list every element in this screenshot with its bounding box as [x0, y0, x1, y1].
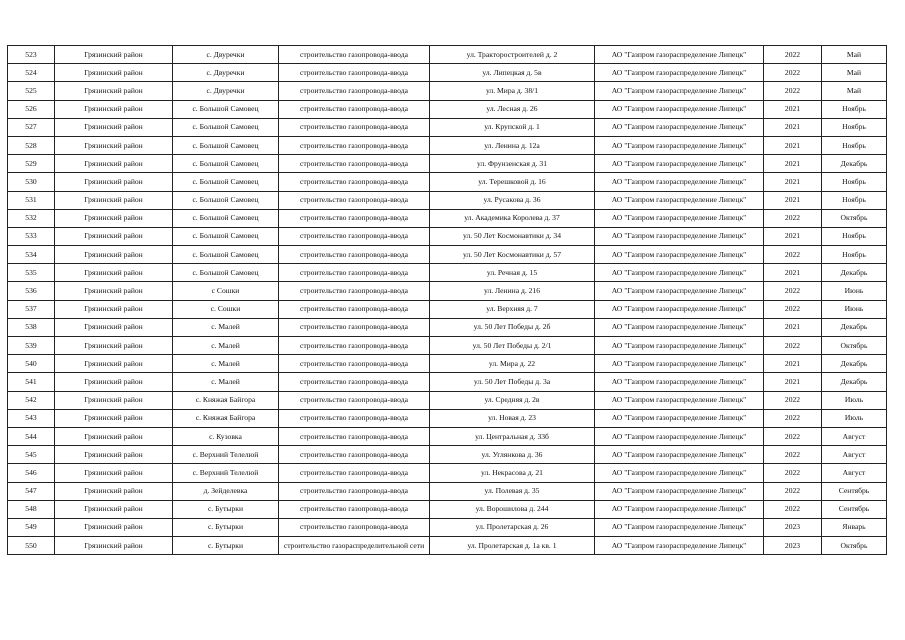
work-type-cell: строительство газопровода-ввода — [279, 373, 430, 391]
row-number-cell: 547 — [8, 482, 55, 500]
month-cell: Октябрь — [822, 537, 887, 555]
contractor-cell: АО "Газпром газораспределение Липецк" — [595, 191, 764, 209]
row-number-cell: 523 — [8, 46, 55, 64]
row-number-cell: 548 — [8, 500, 55, 518]
settlement-cell: с. Малей — [173, 355, 279, 373]
contractor-cell: АО "Газпром газораспределение Липецк" — [595, 427, 764, 445]
settlement-cell: с. Кузовка — [173, 427, 279, 445]
year-cell: 2022 — [764, 464, 822, 482]
district-cell: Грязинский район — [55, 518, 173, 536]
table-row — [8, 409, 887, 427]
address-cell: ул. Ленина д. 216 — [430, 282, 595, 300]
contractor-cell: АО "Газпром газораспределение Липецк" — [595, 136, 764, 154]
contractor-cell: АО "Газпром газораспределение Липецк" — [595, 246, 764, 264]
row-number-cell: 532 — [8, 209, 55, 227]
year-cell: 2022 — [764, 409, 822, 427]
district-cell: Грязинский район — [55, 282, 173, 300]
table-row — [8, 373, 887, 391]
table-row — [8, 537, 887, 555]
contractor-cell: АО "Газпром газораспределение Липецк" — [595, 300, 764, 318]
work-type-cell: строительство газопровода-ввода — [279, 391, 430, 409]
contractor-cell: АО "Газпром газораспределение Липецк" — [595, 446, 764, 464]
district-cell: Грязинский район — [55, 318, 173, 336]
table-row — [8, 100, 887, 118]
month-cell: Октябрь — [822, 209, 887, 227]
address-cell: ул. Ворошилова д. 244 — [430, 500, 595, 518]
table-row — [8, 209, 887, 227]
month-cell: Ноябрь — [822, 246, 887, 264]
row-number-cell: 545 — [8, 446, 55, 464]
contractor-cell: АО "Газпром газораспределение Липецк" — [595, 46, 764, 64]
work-type-cell: строительство газопровода-ввода — [279, 118, 430, 136]
settlement-cell: с. Малей — [173, 373, 279, 391]
work-type-cell: строительство газопровода-ввода — [279, 464, 430, 482]
contractor-cell: АО "Газпром газораспределение Липецк" — [595, 118, 764, 136]
settlement-cell: с. Большой Самовец — [173, 136, 279, 154]
settlement-cell: с. Большой Самовец — [173, 264, 279, 282]
work-type-cell: строительство газопровода-ввода — [279, 482, 430, 500]
settlement-cell: с. Большой Самовец — [173, 155, 279, 173]
contractor-cell: АО "Газпром газораспределение Липецк" — [595, 318, 764, 336]
table-row — [8, 227, 887, 245]
work-type-cell: строительство газопровода-ввода — [279, 136, 430, 154]
contractor-cell: АО "Газпром газораспределение Липецк" — [595, 264, 764, 282]
table-row — [8, 337, 887, 355]
table-row — [8, 118, 887, 136]
work-type-cell: строительство газопровода-ввода — [279, 300, 430, 318]
row-number-cell: 530 — [8, 173, 55, 191]
month-cell: Ноябрь — [822, 173, 887, 191]
year-cell: 2021 — [764, 264, 822, 282]
table-row — [8, 355, 887, 373]
work-type-cell: строительство газопровода-ввода — [279, 100, 430, 118]
month-cell: Сентябрь — [822, 482, 887, 500]
table-row — [8, 518, 887, 536]
district-cell: Грязинский район — [55, 409, 173, 427]
settlement-cell: с. Большой Самовец — [173, 191, 279, 209]
table-row — [8, 64, 887, 82]
district-cell: Грязинский район — [55, 64, 173, 82]
settlement-cell: с. Большой Самовец — [173, 100, 279, 118]
address-cell: ул. Полевая д. 35 — [430, 482, 595, 500]
table-row — [8, 173, 887, 191]
month-cell: Декабрь — [822, 373, 887, 391]
contractor-cell: АО "Газпром газораспределение Липецк" — [595, 409, 764, 427]
table-row — [8, 318, 887, 336]
address-cell: ул. Ленина д. 12а — [430, 136, 595, 154]
settlement-cell: с. Княжая Байгора — [173, 391, 279, 409]
address-cell: ул. Центральная д. 33б — [430, 427, 595, 445]
settlement-cell: с. Сошки — [173, 300, 279, 318]
year-cell: 2022 — [764, 246, 822, 264]
settlement-cell: с. Малей — [173, 318, 279, 336]
contractor-cell: АО "Газпром газораспределение Липецк" — [595, 373, 764, 391]
year-cell: 2022 — [764, 46, 822, 64]
table-row — [8, 82, 887, 100]
month-cell: Ноябрь — [822, 191, 887, 209]
settlement-cell: с. Малей — [173, 337, 279, 355]
address-cell: ул. Липецкая д. 5в — [430, 64, 595, 82]
work-type-cell: строительство газопровода-ввода — [279, 82, 430, 100]
year-cell: 2021 — [764, 155, 822, 173]
year-cell: 2021 — [764, 191, 822, 209]
contractor-cell: АО "Газпром газораспределение Липецк" — [595, 537, 764, 555]
settlement-cell: с. Двуречки — [173, 82, 279, 100]
table-row — [8, 500, 887, 518]
address-cell: ул. 50 Лет Космонавтики д. 34 — [430, 227, 595, 245]
table-row — [8, 391, 887, 409]
district-cell: Грязинский район — [55, 191, 173, 209]
district-cell: Грязинский район — [55, 482, 173, 500]
table-row — [8, 191, 887, 209]
month-cell: Декабрь — [822, 318, 887, 336]
month-cell: Май — [822, 64, 887, 82]
month-cell: Декабрь — [822, 264, 887, 282]
month-cell: Июль — [822, 391, 887, 409]
table-row — [8, 136, 887, 154]
row-number-cell: 534 — [8, 246, 55, 264]
district-cell: Грязинский район — [55, 300, 173, 318]
table-row — [8, 300, 887, 318]
year-cell: 2022 — [764, 282, 822, 300]
address-cell: ул. Академика Королева д. 37 — [430, 209, 595, 227]
table-row — [8, 282, 887, 300]
work-type-cell: строительство газопровода-ввода — [279, 191, 430, 209]
table-row — [8, 264, 887, 282]
contractor-cell: АО "Газпром газораспределение Липецк" — [595, 464, 764, 482]
year-cell: 2022 — [764, 300, 822, 318]
work-type-cell: строительство газопровода-ввода — [279, 46, 430, 64]
work-type-cell: строительство газопровода-ввода — [279, 155, 430, 173]
table-row — [8, 46, 887, 64]
district-cell: Грязинский район — [55, 446, 173, 464]
month-cell: Июль — [822, 409, 887, 427]
settlement-cell: с. Бутырки — [173, 500, 279, 518]
address-cell: ул. 50 Лет Победы д. 3а — [430, 373, 595, 391]
address-cell: ул. Лесная д. 26 — [430, 100, 595, 118]
contractor-cell: АО "Газпром газораспределение Липецк" — [595, 82, 764, 100]
month-cell: Октябрь — [822, 337, 887, 355]
settlement-cell: с. Большой Самовец — [173, 209, 279, 227]
month-cell: Август — [822, 427, 887, 445]
address-cell: ул. Русакова д. 36 — [430, 191, 595, 209]
table-row — [8, 155, 887, 173]
district-cell: Грязинский район — [55, 46, 173, 64]
contractor-cell: АО "Газпром газораспределение Липецк" — [595, 518, 764, 536]
row-number-cell: 531 — [8, 191, 55, 209]
settlement-cell: с. Двуречки — [173, 46, 279, 64]
row-number-cell: 543 — [8, 409, 55, 427]
district-cell: Грязинский район — [55, 209, 173, 227]
row-number-cell: 538 — [8, 318, 55, 336]
table-body — [8, 46, 887, 555]
work-type-cell: строительство газопровода-ввода — [279, 409, 430, 427]
row-number-cell: 525 — [8, 82, 55, 100]
gasification-schedule-table — [7, 45, 887, 555]
district-cell: Грязинский район — [55, 373, 173, 391]
year-cell: 2021 — [764, 136, 822, 154]
year-cell: 2021 — [764, 373, 822, 391]
work-type-cell: строительство газопровода-ввода — [279, 337, 430, 355]
district-cell: Грязинский район — [55, 355, 173, 373]
district-cell: Грязинский район — [55, 537, 173, 555]
contractor-cell: АО "Газпром газораспределение Липецк" — [595, 227, 764, 245]
row-number-cell: 527 — [8, 118, 55, 136]
month-cell: Сентябрь — [822, 500, 887, 518]
settlement-cell: д. Зейделевка — [173, 482, 279, 500]
year-cell: 2022 — [764, 427, 822, 445]
row-number-cell: 542 — [8, 391, 55, 409]
contractor-cell: АО "Газпром газораспределение Липецк" — [595, 482, 764, 500]
row-number-cell: 529 — [8, 155, 55, 173]
row-number-cell: 546 — [8, 464, 55, 482]
address-cell: ул. Речная д. 15 — [430, 264, 595, 282]
settlement-cell: с. Бутырки — [173, 537, 279, 555]
work-type-cell: строительство газопровода-ввода — [279, 173, 430, 191]
address-cell: ул. Мира д. 22 — [430, 355, 595, 373]
year-cell: 2021 — [764, 118, 822, 136]
contractor-cell: АО "Газпром газораспределение Липецк" — [595, 337, 764, 355]
address-cell: ул. Углянкова д. 36 — [430, 446, 595, 464]
month-cell: Июнь — [822, 300, 887, 318]
year-cell: 2023 — [764, 518, 822, 536]
address-cell: ул. 50 Лет Победы д. 2б — [430, 318, 595, 336]
year-cell: 2021 — [764, 355, 822, 373]
settlement-cell: с. Большой Самовец — [173, 118, 279, 136]
address-cell: ул. Новая д. 23 — [430, 409, 595, 427]
month-cell: Август — [822, 446, 887, 464]
month-cell: Июнь — [822, 282, 887, 300]
district-cell: Грязинский район — [55, 337, 173, 355]
row-number-cell: 549 — [8, 518, 55, 536]
district-cell: Грязинский район — [55, 173, 173, 191]
row-number-cell: 544 — [8, 427, 55, 445]
table-row — [8, 482, 887, 500]
district-cell: Грязинский район — [55, 500, 173, 518]
address-cell: ул. 50 Лет Победы д. 2/1 — [430, 337, 595, 355]
month-cell: Ноябрь — [822, 136, 887, 154]
work-type-cell: строительство газопровода-ввода — [279, 355, 430, 373]
year-cell: 2021 — [764, 227, 822, 245]
year-cell: 2022 — [764, 482, 822, 500]
address-cell: ул. Средняя д. 2в — [430, 391, 595, 409]
row-number-cell: 533 — [8, 227, 55, 245]
row-number-cell: 535 — [8, 264, 55, 282]
row-number-cell: 526 — [8, 100, 55, 118]
address-cell: ул. Мира д. 38/1 — [430, 82, 595, 100]
work-type-cell: строительство газопровода-ввода — [279, 518, 430, 536]
settlement-cell: с. Княжая Байгора — [173, 409, 279, 427]
district-cell: Грязинский район — [55, 427, 173, 445]
contractor-cell: АО "Газпром газораспределение Липецк" — [595, 173, 764, 191]
year-cell: 2022 — [764, 391, 822, 409]
table-row — [8, 246, 887, 264]
year-cell: 2022 — [764, 64, 822, 82]
settlement-cell: с. Двуречки — [173, 64, 279, 82]
district-cell: Грязинский район — [55, 155, 173, 173]
district-cell: Грязинский район — [55, 246, 173, 264]
settlement-cell: с. Верхний Телелюй — [173, 446, 279, 464]
address-cell: ул. Некрасова д. 21 — [430, 464, 595, 482]
address-cell: ул. Пролетарская д. 26 — [430, 518, 595, 536]
row-number-cell: 537 — [8, 300, 55, 318]
contractor-cell: АО "Газпром газораспределение Липецк" — [595, 100, 764, 118]
district-cell: Грязинский район — [55, 227, 173, 245]
year-cell: 2023 — [764, 537, 822, 555]
district-cell: Грязинский район — [55, 136, 173, 154]
address-cell: ул. Терешковой д. 16 — [430, 173, 595, 191]
row-number-cell: 524 — [8, 64, 55, 82]
district-cell: Грязинский район — [55, 82, 173, 100]
row-number-cell: 550 — [8, 537, 55, 555]
settlement-cell: с. Верхний Телелюй — [173, 464, 279, 482]
district-cell: Грязинский район — [55, 264, 173, 282]
contractor-cell: АО "Газпром газораспределение Липецк" — [595, 282, 764, 300]
row-number-cell: 528 — [8, 136, 55, 154]
month-cell: Май — [822, 46, 887, 64]
year-cell: 2022 — [764, 82, 822, 100]
district-cell: Грязинский район — [55, 391, 173, 409]
year-cell: 2021 — [764, 318, 822, 336]
table-row — [8, 446, 887, 464]
settlement-cell: с. Большой Самовец — [173, 246, 279, 264]
district-cell: Грязинский район — [55, 100, 173, 118]
work-type-cell: строительство газораспределительной сети — [279, 537, 430, 555]
contractor-cell: АО "Газпром газораспределение Липецк" — [595, 355, 764, 373]
work-type-cell: строительство газопровода-ввода — [279, 446, 430, 464]
work-type-cell: строительство газопровода-ввода — [279, 318, 430, 336]
month-cell: Август — [822, 464, 887, 482]
work-type-cell: строительство газопровода-ввода — [279, 246, 430, 264]
address-cell: ул. Тракторостроителей д. 2 — [430, 46, 595, 64]
year-cell: 2022 — [764, 446, 822, 464]
row-number-cell: 536 — [8, 282, 55, 300]
contractor-cell: АО "Газпром газораспределение Липецк" — [595, 209, 764, 227]
month-cell: Ноябрь — [822, 100, 887, 118]
month-cell: Декабрь — [822, 155, 887, 173]
address-cell: ул. 50 Лет Космонавтики д. 57 — [430, 246, 595, 264]
work-type-cell: строительство газопровода-ввода — [279, 64, 430, 82]
contractor-cell: АО "Газпром газораспределение Липецк" — [595, 391, 764, 409]
address-cell: ул. Пролетарская д. 1а кв. 1 — [430, 537, 595, 555]
district-cell: Грязинский район — [55, 464, 173, 482]
district-cell: Грязинский район — [55, 118, 173, 136]
work-type-cell: строительство газопровода-ввода — [279, 282, 430, 300]
contractor-cell: АО "Газпром газораспределение Липецк" — [595, 155, 764, 173]
year-cell: 2022 — [764, 337, 822, 355]
year-cell: 2022 — [764, 500, 822, 518]
contractor-cell: АО "Газпром газораспределение Липецк" — [595, 500, 764, 518]
work-type-cell: строительство газопровода-ввода — [279, 264, 430, 282]
address-cell: ул. Верхняя д. 7 — [430, 300, 595, 318]
table-row — [8, 464, 887, 482]
year-cell: 2021 — [764, 173, 822, 191]
settlement-cell: с Сошки — [173, 282, 279, 300]
year-cell: 2021 — [764, 100, 822, 118]
work-type-cell: строительство газопровода-ввода — [279, 427, 430, 445]
settlement-cell: с. Большой Самовец — [173, 227, 279, 245]
work-type-cell: строительство газопровода-ввода — [279, 227, 430, 245]
row-number-cell: 539 — [8, 337, 55, 355]
month-cell: Ноябрь — [822, 118, 887, 136]
row-number-cell: 540 — [8, 355, 55, 373]
month-cell: Ноябрь — [822, 227, 887, 245]
month-cell: Январь — [822, 518, 887, 536]
work-type-cell: строительство газопровода-ввода — [279, 500, 430, 518]
settlement-cell: с. Большой Самовец — [173, 173, 279, 191]
month-cell: Декабрь — [822, 355, 887, 373]
table-row — [8, 427, 887, 445]
month-cell: Май — [822, 82, 887, 100]
address-cell: ул. Фрунзенская д. 31 — [430, 155, 595, 173]
settlement-cell: с. Бутырки — [173, 518, 279, 536]
year-cell: 2022 — [764, 209, 822, 227]
row-number-cell: 541 — [8, 373, 55, 391]
contractor-cell: АО "Газпром газораспределение Липецк" — [595, 64, 764, 82]
work-type-cell: строительство газопровода-ввода — [279, 209, 430, 227]
address-cell: ул. Крупской д. 1 — [430, 118, 595, 136]
